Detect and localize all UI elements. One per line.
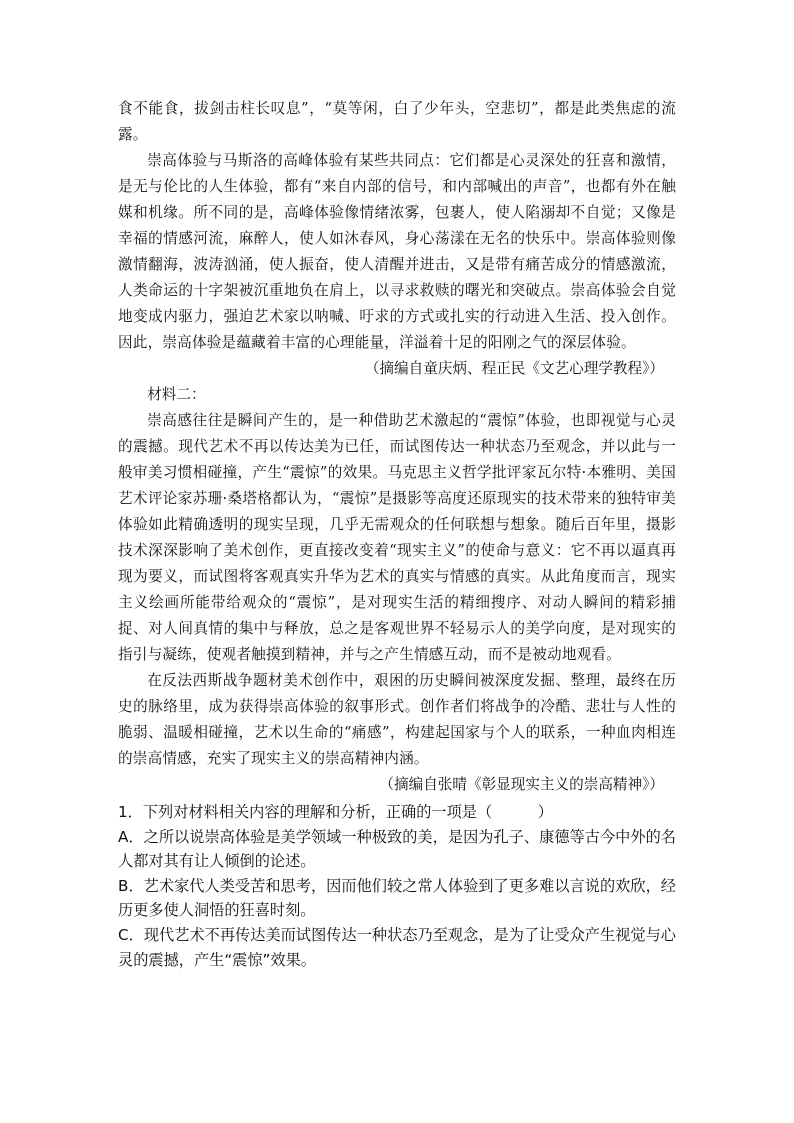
question-1-option-c: C．现代艺术不再传达美而试图传达一种状态乃至观念，是为了让受众产生视觉与心灵的震撼，产生“震惊”效果。 [118, 925, 676, 969]
material1-source: （摘编自童庆炳、程正民《文艺心理学教程》） [364, 360, 664, 377]
document-content [118, 96, 676, 972]
question-1 [118, 800, 676, 972]
material1-paragraph-1: 食不能食，拔剑击柱长叹息”，“莫等闲，白了少年头，空悲切”，都是此类焦虑的流露。 [118, 100, 676, 143]
material1-paragraph-2: 崇高体验与马斯洛的高峰体验有某些共同点：它们都是心灵深处的狂喜和激情，是无与伦比的人生体验，都有“来自内部的信号，和内部喊出的声音”，也都有外在触媒和机缘。所不同的是，高峰体验像情绪浓雾，包裹人，使人陷溺却不自觉；又像是幸福的情感河流，麻醉人，使人如沐春风，身心荡漾在无名的快乐中。崇高体验则像激情翻海，波涛汹涌，使人振奋，使人清醒并进击，又是带有痛苦成分的情感激流，人类命运的十字架被沉重地负在肩上，以寻求救赎的曙光和突破点。崇高体验会自觉地变成内驱力，强迫艺术家以呐喊、吁求的方式或扎实的行动进入生活、投入创作。因此，崇高体验是蕴藏着丰富的心理能量，洋溢着十足的阳刚之气的深层体验。 [118, 152, 676, 351]
material2-label: 材料二： [147, 386, 206, 403]
question-1-stem: 1．下列对材料相关内容的理解和分析，正确的一项是（ ） [118, 803, 553, 821]
question-1-option-b: B．艺术家代人类受苦和思考，因而他们较之常人体验到了更多难以言说的欢欣，经历更多使人洞悟的狂喜时刻。 [118, 876, 676, 920]
material2-source: （摘编自张晴《彰显现实主义的崇高精神》） [379, 776, 664, 793]
material2-paragraph-2: 在反法西斯战争题材美术创作中，艰困的历史瞬间被深度发掘、整理，最终在历史的脉络里，成为获得崇高体验的叙事形式。创作者们将战争的冷酷、悲壮与人性的脆弱、温暖相碰撞，艺术以生命的“痛感”，构建起国家与个人的联系，一种血肉相连的崇高情感，充实了现实主义的崇高精神内涵。 [118, 672, 676, 767]
material2-paragraph-1: 崇高感往往是瞬间产生的，是一种借助艺术激起的“震惊”体验，也即视觉与心灵的震撼。现代艺术不再以传达美为已任，而试图传达一种状态乃至观念，并以此与一般审美习惯相碰撞，产生“震惊”的效果。马克思主义哲学批评家瓦尔特·本雅明、美国艺术评论家苏珊·桑塔格都认为，“震惊”是摄影等高度还原现实的技术带来的独特审美体验如此精确透明的现实呈现，几乎无需观众的任何联想与想象。随后百年里，摄影技术深深影响了美术创作，更直接改变着“现实主义”的使命与意义：它不再以逼真再现为要义，而试图将客观真实升华为艺术的真实与情感的真实。从此角度而言，现实主义绘画所能带给观众的“震惊”，是对现实生活的精细搜序、对动人瞬间的精彩捕捉、对人间真情的集中与释放，总之是客观世界不轻易示人的美学向度，是对现实的指引与凝练，使观者触摸到精神，并与之产生情感互动，而不是被动地观看。 [118, 412, 676, 663]
question-1-option-a: A．之所以说崇高体验是美学领域一种极致的美，是因为孔子、康德等古今中外的名人都对其有让人倾倒的论述。 [118, 827, 676, 871]
